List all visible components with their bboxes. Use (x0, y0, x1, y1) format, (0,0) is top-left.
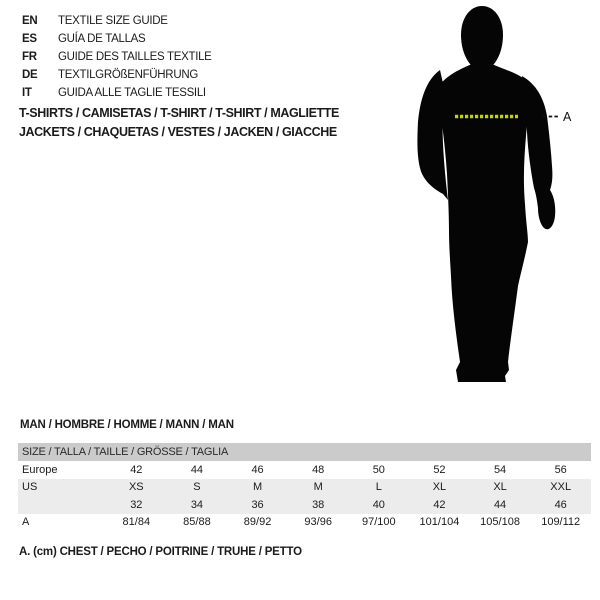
size-cell: 105/108 (480, 516, 520, 529)
size-cell: 36 (251, 498, 264, 511)
language-label: TEXTILE SIZE GUIDE (58, 15, 168, 27)
size-table (18, 443, 591, 531)
table-row-numeric (18, 496, 591, 514)
measurement-footnote: A. (cm) CHEST / PECHO / POITRINE / TRUHE / PETTO (19, 546, 302, 558)
language-label: GUIDE DES TAILLES TEXTILE (58, 51, 212, 63)
silhouette-body (437, 64, 531, 382)
size-cell: 101/104 (419, 516, 460, 529)
language-row (22, 48, 212, 66)
table-row-europe (18, 461, 591, 479)
size-cell: 56 (554, 463, 567, 476)
row-label: US (22, 481, 38, 494)
table-row-chest (18, 514, 591, 532)
language-code: EN (22, 15, 38, 27)
size-cell: XS (128, 481, 144, 494)
size-cell: L (375, 481, 382, 494)
size-cell: 46 (251, 463, 264, 476)
silhouette-right-arm (522, 76, 555, 229)
language-code: IT (22, 87, 32, 99)
language-label: GUÍA DE TALLAS (58, 33, 146, 45)
language-label: TEXTILGRÖßENFÜHRUNG (58, 69, 198, 81)
table-header: SIZE / TALLA / TAILLE / GRÖSSE / TAGLIA (18, 443, 591, 461)
measure-label-a: A (563, 110, 572, 124)
size-cell: 46 (554, 498, 567, 511)
size-cell: XL (432, 481, 447, 494)
man-silhouette-svg (410, 4, 580, 396)
size-cell: 34 (190, 498, 204, 511)
size-cell: 50 (372, 463, 385, 476)
size-cell: 42 (130, 463, 143, 476)
size-cell: 44 (190, 463, 204, 476)
row-label: Europe (22, 463, 58, 476)
language-row (22, 66, 212, 84)
size-cell: 85/88 (183, 516, 211, 529)
size-cell: M (252, 481, 263, 494)
category-jackets: JACKETS / CHAQUETAS / VESTES / JACKEN / GIACCHE (19, 125, 337, 139)
size-cell: 93/96 (304, 516, 332, 529)
size-cell: 89/92 (243, 516, 272, 529)
size-cell: 42 (433, 498, 446, 511)
size-cell: XL (493, 481, 507, 494)
size-cell: 97/100 (361, 516, 396, 529)
section-title-man: MAN / HOMBRE / HOMME / MANN / MAN (20, 419, 234, 431)
size-cell: 81/84 (122, 516, 151, 529)
size-cell: 38 (312, 498, 325, 511)
language-row (22, 84, 212, 102)
language-list (22, 12, 212, 102)
language-code: ES (22, 33, 37, 45)
language-row (22, 30, 212, 48)
category-tshirts: T-SHIRTS / CAMISETAS / T-SHIRT / T-SHIRT / MAGLIETTE (19, 106, 339, 120)
language-code: FR (22, 51, 37, 63)
language-row (22, 12, 212, 30)
silhouette-head (461, 6, 503, 67)
table-row-us (18, 479, 591, 497)
size-cell: 48 (312, 463, 325, 476)
category-lines (19, 106, 339, 144)
size-cell: XXL (550, 481, 572, 494)
size-cell: M (313, 481, 323, 494)
size-cell: 32 (130, 498, 143, 511)
language-label: GUIDA ALLE TAGLIE TESSILI (58, 87, 206, 99)
size-cell: 44 (493, 498, 507, 511)
row-label: A (22, 516, 30, 529)
size-cell: 40 (372, 498, 385, 511)
man-silhouette-figure (410, 4, 580, 396)
size-cell: S (193, 481, 201, 494)
language-code: DE (22, 69, 38, 81)
size-cell: 52 (433, 463, 446, 476)
size-cell: 109/112 (541, 516, 581, 529)
size-cell: 54 (493, 463, 507, 476)
